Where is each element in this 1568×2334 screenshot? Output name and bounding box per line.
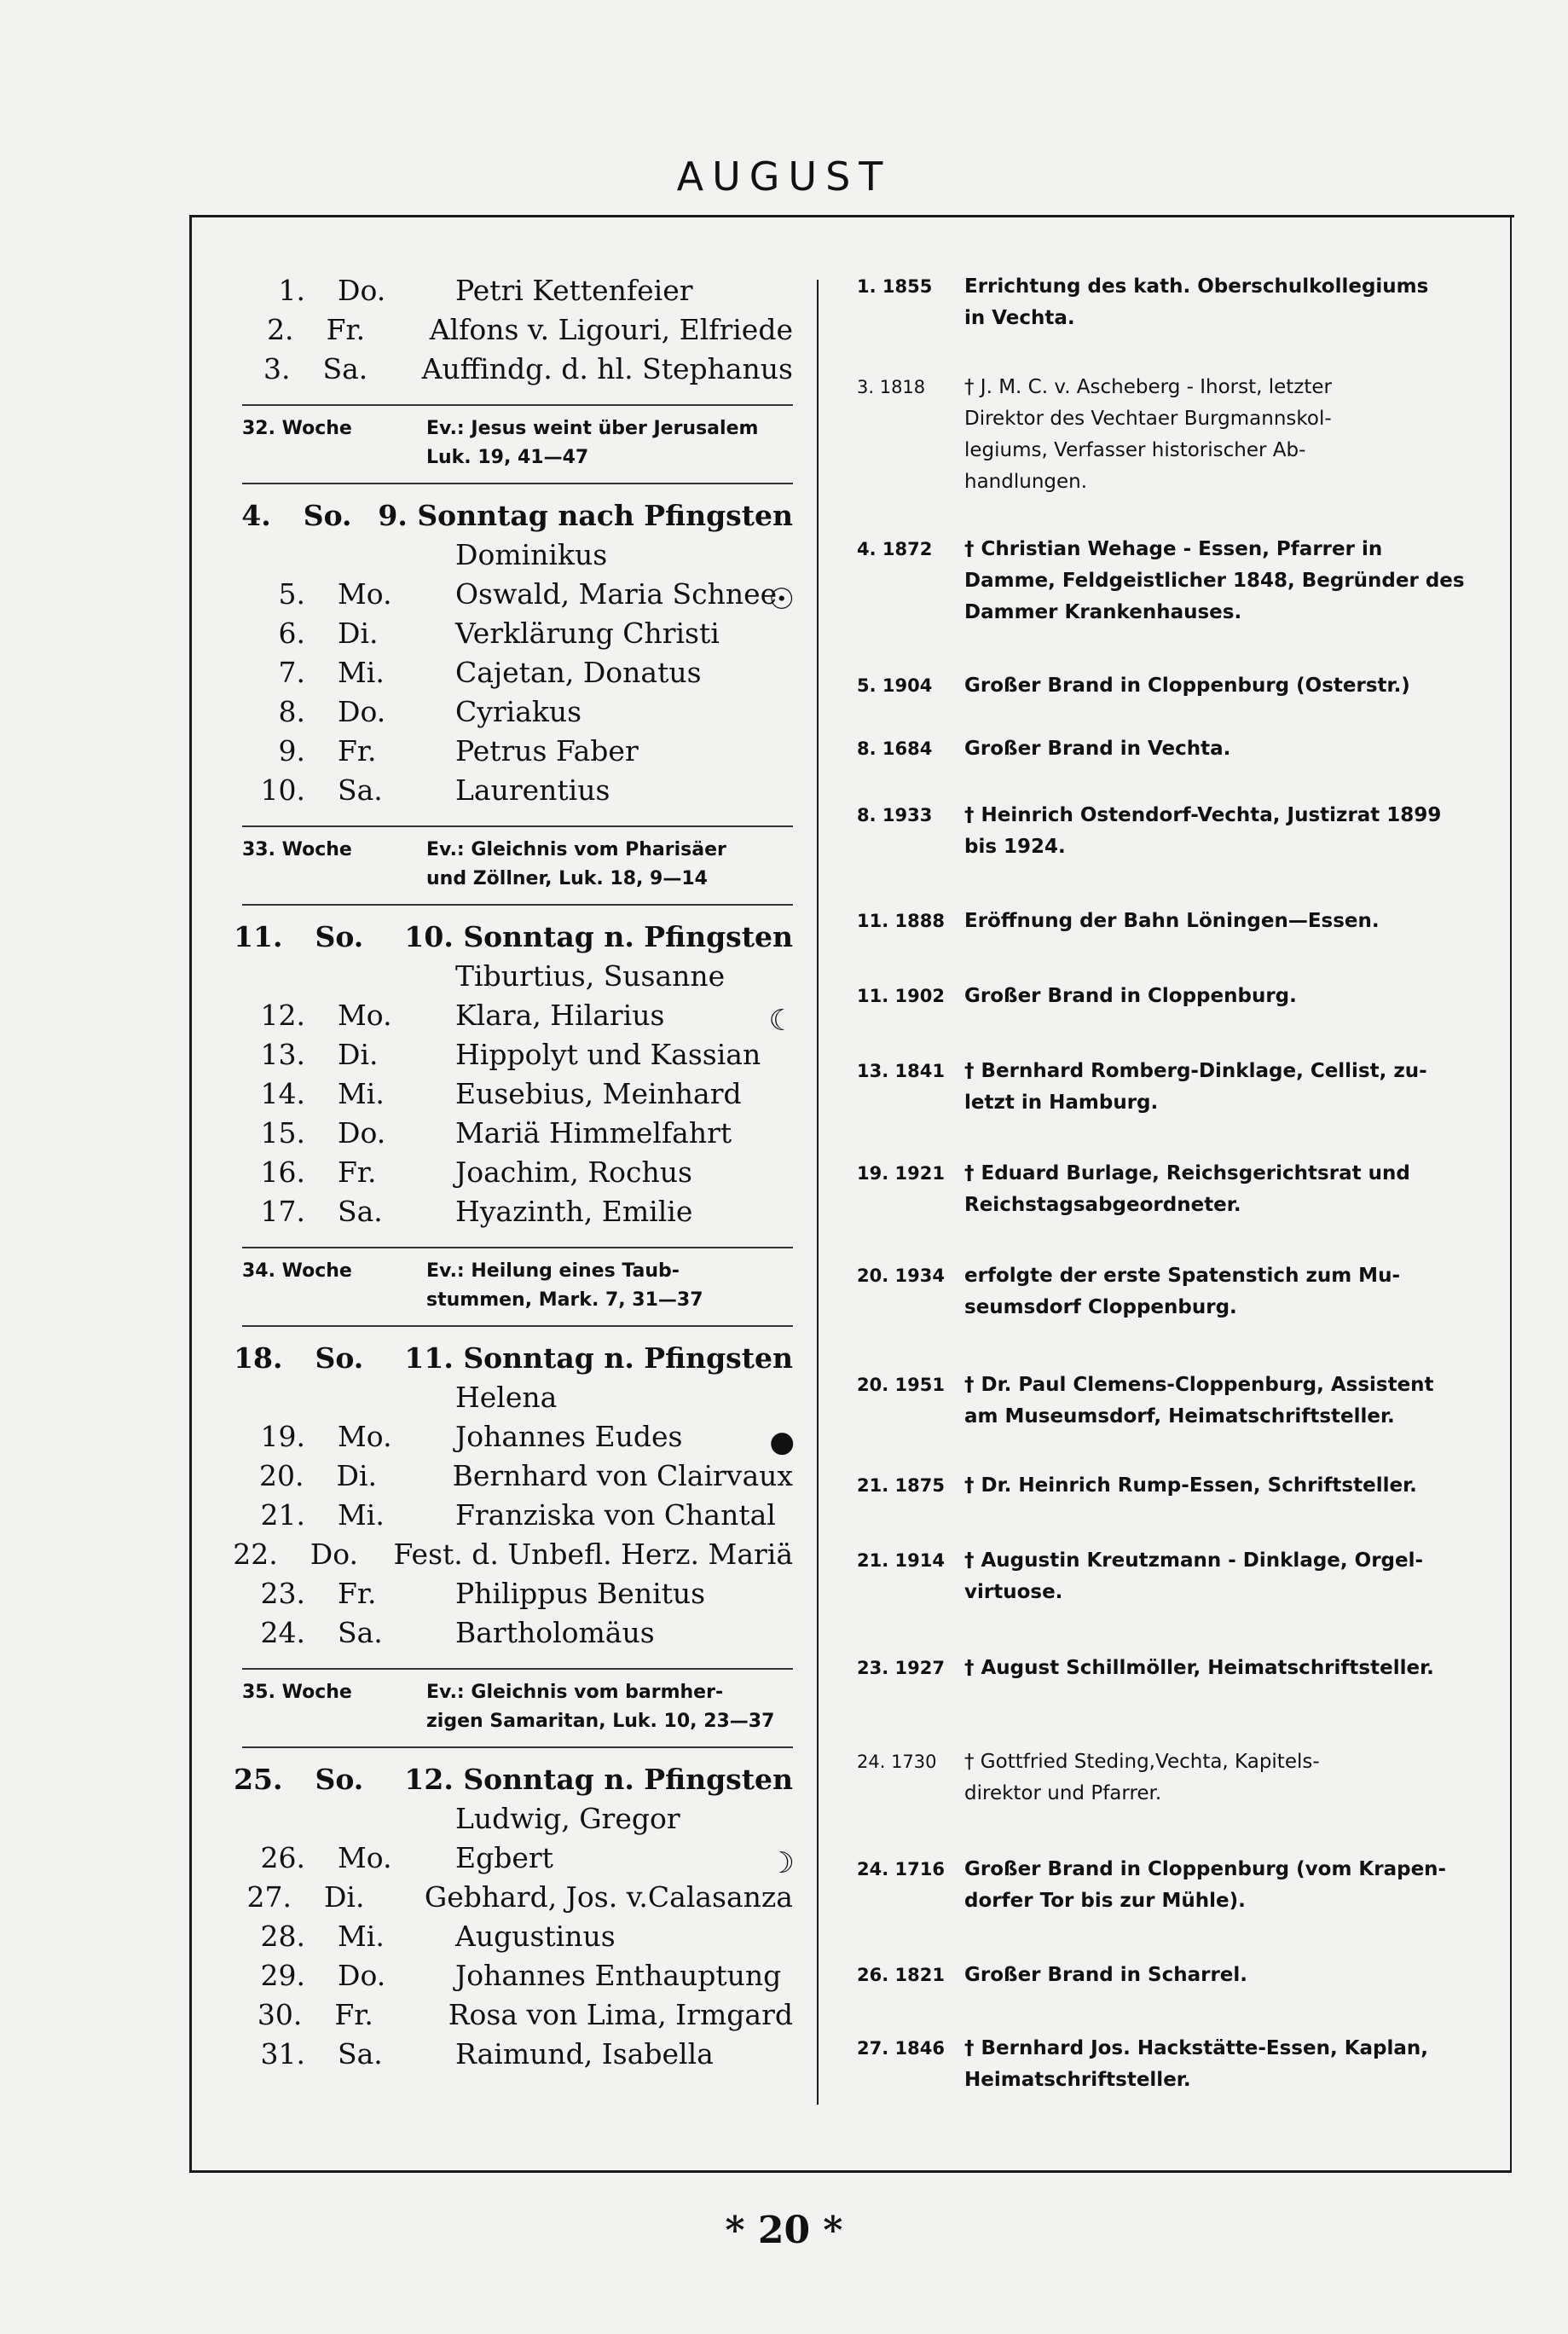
day-number: 5. bbox=[278, 577, 305, 611]
saint-name bbox=[401, 1878, 793, 1917]
saint-name bbox=[431, 692, 793, 732]
saint-name-text: Cajetan, Donatus bbox=[455, 656, 702, 689]
event-entry bbox=[857, 1056, 1479, 1119]
day-row bbox=[230, 918, 793, 957]
day-number: 15. bbox=[260, 1116, 305, 1150]
event-line: Heimatschriftsteller. bbox=[964, 2069, 1191, 2091]
saint-name bbox=[431, 653, 793, 692]
day-row bbox=[230, 1995, 793, 2035]
day-number: 19. bbox=[260, 1420, 305, 1453]
event-date: 1. 1855 bbox=[857, 276, 933, 297]
event-text bbox=[964, 670, 1479, 702]
saint-name bbox=[431, 1114, 793, 1153]
event-line: bis 1924. bbox=[964, 836, 1066, 858]
weekday: Mi. bbox=[338, 1920, 385, 1953]
event-line: † August Schillmöller, Heimatschriftsteller. bbox=[964, 1657, 1434, 1679]
event-text bbox=[964, 1158, 1479, 1221]
saint-name bbox=[431, 771, 793, 810]
day-row bbox=[230, 1114, 793, 1153]
day-number: 1. bbox=[278, 274, 305, 307]
day-row bbox=[230, 496, 793, 536]
weekday: Do. bbox=[310, 1538, 359, 1571]
event-text bbox=[964, 1746, 1479, 1810]
moon-phase-icon: ☾ bbox=[768, 1004, 795, 1038]
weekday: Sa. bbox=[322, 352, 368, 385]
event-entry bbox=[857, 733, 1479, 765]
weekday: Di. bbox=[336, 1459, 378, 1492]
day-row bbox=[230, 2035, 793, 2074]
saint-name bbox=[380, 1339, 793, 1378]
week-block bbox=[242, 404, 793, 484]
saint-name-text: Verklärung Christi bbox=[455, 617, 720, 650]
event-entry bbox=[857, 1854, 1479, 1917]
event-date: 8. 1684 bbox=[857, 738, 933, 759]
event-date: 21. 1875 bbox=[857, 1475, 945, 1496]
weekday: Do. bbox=[338, 1959, 386, 1992]
gospel-line: und Zöllner, Luk. 18, 9—14 bbox=[426, 868, 708, 889]
saint-name-text: 12. Sonntag n. Pfingsten bbox=[404, 1763, 793, 1796]
event-line: Großer Brand in Scharrel. bbox=[964, 1964, 1248, 1986]
day-row bbox=[230, 1339, 793, 1378]
weekday: So. bbox=[315, 1763, 364, 1796]
day-row bbox=[230, 996, 795, 1038]
event-date: 27. 1846 bbox=[857, 2038, 945, 2059]
day-row bbox=[230, 692, 793, 732]
gospel-line: Luk. 19, 41—47 bbox=[426, 447, 589, 468]
day-number: 21. bbox=[260, 1498, 305, 1532]
weekday: So. bbox=[315, 1341, 364, 1375]
saint-name: Tiburtius, Susanne bbox=[455, 959, 726, 993]
event-line: erfolgte der erste Spatenstich zum Mu- bbox=[964, 1265, 1400, 1287]
page-number: * 20 * bbox=[725, 2209, 843, 2252]
saint-name bbox=[431, 1074, 793, 1114]
event-line: dorfer Tor bis zur Mühle). bbox=[964, 1890, 1246, 1912]
month-title: AUGUST bbox=[676, 153, 892, 200]
saint-name-text: Petrus Faber bbox=[455, 734, 639, 767]
gospel-line: Ev.: Heilung eines Taub- bbox=[426, 1260, 680, 1282]
event-text bbox=[964, 906, 1479, 937]
week-label: 32. Woche bbox=[242, 418, 352, 439]
frame-top-border bbox=[192, 215, 1514, 217]
event-text bbox=[964, 534, 1479, 628]
event-date: 5. 1904 bbox=[857, 675, 933, 696]
day-number: 6. bbox=[278, 617, 305, 650]
saint-name-text: Augustinus bbox=[455, 1920, 616, 1953]
day-number: 30. bbox=[257, 1998, 303, 2031]
day-row bbox=[230, 271, 793, 310]
saint-name-text: Auffindg. d. hl. Stephanus bbox=[421, 352, 793, 385]
event-date: 13. 1841 bbox=[857, 1061, 945, 1081]
weekday: Di. bbox=[338, 617, 379, 650]
weekday: Mo. bbox=[338, 999, 392, 1032]
saint-name bbox=[431, 732, 793, 771]
day-row bbox=[230, 1917, 793, 1956]
day-number: 24. bbox=[260, 1616, 305, 1649]
day-number: 23. bbox=[260, 1577, 305, 1610]
event-date: 11. 1888 bbox=[857, 911, 945, 931]
weekday: Sa. bbox=[338, 1195, 383, 1228]
day-number: 13. bbox=[260, 1038, 305, 1071]
weekday: Mo. bbox=[338, 1420, 392, 1453]
day-number: 3. bbox=[263, 352, 291, 385]
saint-name bbox=[406, 310, 793, 350]
saint-name-text: Laurentius bbox=[455, 773, 610, 807]
event-date: 11. 1902 bbox=[857, 986, 945, 1006]
saint-name-text: Alfons v. Ligouri, Elfriede bbox=[429, 313, 793, 346]
saint-name bbox=[380, 918, 793, 957]
day-number: 14. bbox=[260, 1077, 305, 1110]
saint-name bbox=[380, 1760, 793, 1799]
event-text bbox=[964, 1653, 1479, 1684]
event-entry bbox=[857, 1545, 1479, 1608]
day-number: 27. bbox=[246, 1880, 292, 1914]
event-line: Reichstagsabgeordneter. bbox=[964, 1194, 1241, 1216]
event-text bbox=[964, 1545, 1479, 1608]
event-line: legiums, Verfasser historischer Ab- bbox=[964, 439, 1306, 461]
event-line: am Museumsdorf, Heimatschriftsteller. bbox=[964, 1405, 1395, 1428]
saint-name-text: Raimund, Isabella bbox=[455, 2037, 714, 2070]
weekday: Do. bbox=[338, 1116, 386, 1150]
saint-name: Dominikus bbox=[455, 538, 608, 571]
gospel-reading bbox=[426, 836, 793, 894]
event-text bbox=[964, 981, 1479, 1012]
event-entry bbox=[857, 372, 1479, 498]
saint-name-text: 9. Sonntag nach Pfingsten bbox=[378, 499, 793, 532]
saint-name-text: 11. Sonntag n. Pfingsten bbox=[404, 1341, 793, 1375]
event-entry bbox=[857, 906, 1479, 937]
day-row bbox=[230, 575, 795, 617]
day-number: 9. bbox=[278, 734, 305, 767]
event-line: Großer Brand in Cloppenburg (vom Krapen- bbox=[964, 1858, 1447, 1880]
day-number: 10. bbox=[260, 773, 305, 807]
saint-name: Ludwig, Gregor bbox=[455, 1802, 680, 1835]
day-row bbox=[230, 1457, 793, 1496]
day-number: 12. bbox=[260, 999, 305, 1032]
saint-name-text: Rosa von Lima, Irmgard bbox=[448, 1998, 793, 2031]
saint-name bbox=[369, 1535, 793, 1574]
saint-name bbox=[431, 614, 793, 653]
saint-name bbox=[431, 996, 795, 1038]
event-entry bbox=[857, 271, 1479, 334]
saint-name bbox=[425, 1995, 793, 2035]
weekday: Fr. bbox=[334, 1998, 373, 2031]
event-date: 26. 1821 bbox=[857, 1965, 945, 1985]
event-line: Errichtung des kath. Oberschulkollegiums bbox=[964, 275, 1429, 298]
event-line: † Eduard Burlage, Reichsgerichtsrat und bbox=[964, 1162, 1410, 1184]
weekday: Fr. bbox=[338, 1155, 377, 1189]
weekday: Do. bbox=[338, 274, 386, 307]
day-row bbox=[230, 1192, 793, 1231]
day-number: 25. bbox=[234, 1763, 283, 1796]
weekday: Fr. bbox=[338, 1577, 377, 1610]
weekday: So. bbox=[315, 920, 364, 953]
day-row bbox=[230, 1153, 793, 1192]
event-line: † Christian Wehage - Essen, Pfarrer in bbox=[964, 538, 1383, 560]
event-date: 21. 1914 bbox=[857, 1550, 945, 1571]
saint-name-text: 10. Sonntag n. Pfingsten bbox=[404, 920, 793, 953]
event-entry bbox=[857, 800, 1479, 863]
event-entry bbox=[857, 1960, 1479, 1991]
saint-name-text: Franziska von Chantal bbox=[455, 1498, 776, 1532]
week-label: 35. Woche bbox=[242, 1682, 352, 1703]
weekday: Sa. bbox=[338, 1616, 383, 1649]
day-row bbox=[230, 310, 793, 350]
day-row bbox=[230, 1035, 793, 1074]
saint-name-text: Joachim, Rochus bbox=[455, 1155, 692, 1189]
saint-name-text: Bartholomäus bbox=[455, 1616, 655, 1649]
saint-name-text: Cyriakus bbox=[455, 695, 582, 728]
event-text bbox=[964, 1260, 1479, 1323]
day-row-continued bbox=[230, 536, 793, 575]
day-row-continued bbox=[230, 1378, 793, 1417]
event-line: † Gottfried Steding,Vechta, Kapitels- bbox=[964, 1751, 1320, 1773]
event-entry bbox=[857, 670, 1479, 702]
event-line: Großer Brand in Cloppenburg (Osterstr.) bbox=[964, 675, 1410, 697]
event-date: 20. 1951 bbox=[857, 1375, 945, 1395]
day-number: 2. bbox=[267, 313, 294, 346]
gospel-reading bbox=[426, 414, 793, 472]
moon-phase-icon: ● bbox=[769, 1425, 795, 1459]
day-number: 31. bbox=[260, 2037, 305, 2070]
saint-name bbox=[431, 1496, 793, 1535]
day-number: 29. bbox=[260, 1959, 305, 1992]
day-row bbox=[230, 1760, 793, 1799]
day-row bbox=[230, 1878, 793, 1917]
week-label: 33. Woche bbox=[242, 839, 352, 860]
weekday: Fr. bbox=[326, 313, 366, 346]
day-number: 26. bbox=[260, 1841, 305, 1874]
week-block bbox=[242, 1668, 793, 1748]
gospel-reading bbox=[426, 1257, 793, 1315]
weekday: Fr. bbox=[338, 734, 377, 767]
event-date: 4. 1872 bbox=[857, 539, 933, 559]
day-number: 7. bbox=[278, 656, 305, 689]
day-row bbox=[230, 350, 793, 389]
event-entry bbox=[857, 1158, 1479, 1221]
event-entry bbox=[857, 1370, 1479, 1433]
day-number: 11. bbox=[234, 920, 283, 953]
event-text bbox=[964, 733, 1479, 765]
gospel-line: Ev.: Gleichnis vom Pharisäer bbox=[426, 839, 726, 860]
event-text bbox=[964, 1370, 1479, 1433]
week-label: 34. Woche bbox=[242, 1260, 352, 1282]
saint-name bbox=[431, 1035, 793, 1074]
saint-name bbox=[431, 1917, 793, 1956]
event-line: direktor und Pfarrer. bbox=[964, 1782, 1162, 1804]
weekday: Mi. bbox=[338, 1077, 385, 1110]
saint-name-text: Johannes Eudes bbox=[455, 1420, 683, 1453]
day-row bbox=[230, 1417, 793, 1457]
gospel-line: zigen Samaritan, Luk. 10, 23—37 bbox=[426, 1711, 775, 1732]
event-text bbox=[964, 1854, 1479, 1917]
event-line: in Vechta. bbox=[964, 307, 1075, 329]
day-row-continued bbox=[230, 1799, 793, 1839]
event-line: seumsdorf Cloppenburg. bbox=[964, 1296, 1237, 1318]
event-text bbox=[964, 1960, 1479, 1991]
day-row bbox=[230, 1496, 793, 1535]
week-block bbox=[242, 825, 793, 906]
day-number: 17. bbox=[260, 1195, 305, 1228]
event-line: † Dr. Heinrich Rump-Essen, Schriftsteller. bbox=[964, 1474, 1417, 1497]
day-row bbox=[230, 1613, 793, 1653]
day-row bbox=[230, 732, 793, 771]
saint-name bbox=[431, 1956, 793, 1995]
weekday: Mo. bbox=[338, 1841, 392, 1874]
event-date: 24. 1716 bbox=[857, 1859, 945, 1879]
day-row bbox=[230, 653, 793, 692]
moon-phase-icon: ☽ bbox=[768, 1846, 795, 1880]
event-entry bbox=[857, 2033, 1479, 2096]
event-line: letzt in Hamburg. bbox=[964, 1092, 1159, 1114]
moon-phase-icon: ☉ bbox=[768, 582, 795, 617]
event-date: 3. 1818 bbox=[857, 377, 926, 397]
day-number: 8. bbox=[278, 695, 305, 728]
event-text bbox=[964, 271, 1479, 334]
saint-name-text: Mariä Himmelfahrt bbox=[455, 1116, 732, 1150]
saint-name: Helena bbox=[455, 1381, 558, 1414]
event-line: † Bernhard Romberg-Dinklage, Cellist, zu- bbox=[964, 1060, 1427, 1082]
event-line: † J. M. C. v. Ascheberg - Ihorst, letzter bbox=[964, 376, 1332, 398]
day-number: 28. bbox=[260, 1920, 305, 1953]
day-row-continued bbox=[230, 957, 793, 996]
event-line: Direktor des Vechtaer Burgmannskol- bbox=[964, 408, 1332, 430]
event-line: Eröffnung der Bahn Löningen—Essen. bbox=[964, 910, 1380, 932]
weekday: Mi. bbox=[338, 656, 385, 689]
event-text bbox=[964, 372, 1479, 498]
saint-name-text: Hippolyt und Kassian bbox=[455, 1038, 761, 1071]
event-entry bbox=[857, 1260, 1479, 1323]
day-number: 16. bbox=[260, 1155, 305, 1189]
saint-name-text: Fest. d. Unbefl. Herz. Mariä bbox=[393, 1538, 793, 1571]
saint-name bbox=[431, 1417, 793, 1457]
day-number: 18. bbox=[234, 1341, 283, 1375]
saint-name bbox=[431, 1839, 793, 1878]
event-date: 24. 1730 bbox=[857, 1752, 937, 1772]
saint-name bbox=[398, 350, 793, 389]
day-row bbox=[230, 1574, 793, 1613]
event-line: Großer Brand in Cloppenburg. bbox=[964, 985, 1297, 1007]
saint-name bbox=[431, 271, 793, 310]
day-row bbox=[230, 1535, 793, 1574]
saint-name-text: Oswald, Maria Schnee bbox=[455, 577, 778, 611]
event-line: Großer Brand in Vechta. bbox=[964, 738, 1231, 760]
day-row bbox=[230, 1839, 793, 1878]
event-line: virtuose. bbox=[964, 1581, 1063, 1603]
event-line: † Heinrich Ostendorf-Vechta, Justizrat 1899 bbox=[964, 804, 1442, 826]
event-entry bbox=[857, 1470, 1479, 1502]
frame-right-border bbox=[1510, 215, 1512, 2173]
saint-name bbox=[431, 2035, 793, 2074]
gospel-line: Ev.: Jesus weint über Jerusalem bbox=[426, 418, 759, 439]
event-entry bbox=[857, 534, 1479, 628]
event-text bbox=[964, 1470, 1479, 1502]
column-divider bbox=[817, 280, 819, 2105]
saint-name bbox=[431, 575, 795, 617]
saint-name-text: Gebhard, Jos. v.Calasanza bbox=[424, 1880, 793, 1914]
saint-name bbox=[431, 1613, 793, 1653]
saint-name bbox=[431, 1153, 793, 1192]
day-number: 22. bbox=[233, 1538, 278, 1571]
gospel-line: Ev.: Gleichnis vom barmher- bbox=[426, 1682, 724, 1703]
event-entry bbox=[857, 1746, 1479, 1810]
event-line: † Augustin Kreutzmann - Dinklage, Orgel- bbox=[964, 1549, 1424, 1572]
event-text bbox=[964, 1056, 1479, 1119]
saint-name bbox=[431, 1192, 793, 1231]
day-row bbox=[230, 1074, 793, 1114]
event-entry bbox=[857, 981, 1479, 1012]
saint-name-text: Egbert bbox=[455, 1841, 553, 1874]
weekday: Sa. bbox=[338, 2037, 383, 2070]
event-entry bbox=[857, 1653, 1479, 1684]
event-line: † Dr. Paul Clemens-Cloppenburg, Assistent bbox=[964, 1374, 1434, 1396]
weekday: Di. bbox=[323, 1880, 365, 1914]
weekday: Mi. bbox=[338, 1498, 385, 1532]
event-date: 23. 1927 bbox=[857, 1658, 945, 1678]
day-row bbox=[230, 1956, 793, 1995]
saint-name-text: Johannes Enthauptung bbox=[455, 1959, 782, 1992]
day-row bbox=[230, 771, 793, 810]
event-date: 19. 1921 bbox=[857, 1163, 945, 1184]
day-number: 4. bbox=[241, 499, 271, 532]
event-date: 20. 1934 bbox=[857, 1265, 945, 1286]
event-line: handlungen. bbox=[964, 471, 1088, 493]
gospel-line: stummen, Mark. 7, 31—37 bbox=[426, 1289, 703, 1311]
saint-name-text: Hyazinth, Emilie bbox=[455, 1195, 693, 1228]
saint-name-text: Bernhard von Clairvaux bbox=[452, 1459, 793, 1492]
weekday: Sa. bbox=[338, 773, 383, 807]
weekday: Mo. bbox=[338, 577, 392, 611]
saint-name-text: Philippus Benitus bbox=[455, 1577, 706, 1610]
weekday: Di. bbox=[338, 1038, 379, 1071]
day-number: 20. bbox=[259, 1459, 304, 1492]
event-line: Dammer Krankenhauses. bbox=[964, 601, 1242, 623]
saint-name-text: Klara, Hilarius bbox=[455, 999, 665, 1032]
event-line: † Bernhard Jos. Hackstätte-Essen, Kaplan, bbox=[964, 2037, 1429, 2059]
event-date: 8. 1933 bbox=[857, 805, 933, 825]
event-line: Damme, Feldgeistlicher 1848, Begründer des bbox=[964, 570, 1465, 592]
weekday: Do. bbox=[338, 695, 386, 728]
gospel-reading bbox=[426, 1678, 793, 1736]
day-row bbox=[230, 614, 793, 653]
saint-name-text: Petri Kettenfeier bbox=[455, 274, 693, 307]
saint-name bbox=[431, 1574, 793, 1613]
saint-name-text: Eusebius, Meinhard bbox=[455, 1077, 742, 1110]
event-text bbox=[964, 800, 1479, 863]
saint-name bbox=[429, 1457, 793, 1496]
saint-name bbox=[354, 496, 793, 536]
weekday: So. bbox=[303, 499, 352, 532]
event-text bbox=[964, 2033, 1479, 2096]
week-block bbox=[242, 1247, 793, 1327]
day-list bbox=[230, 271, 793, 2074]
